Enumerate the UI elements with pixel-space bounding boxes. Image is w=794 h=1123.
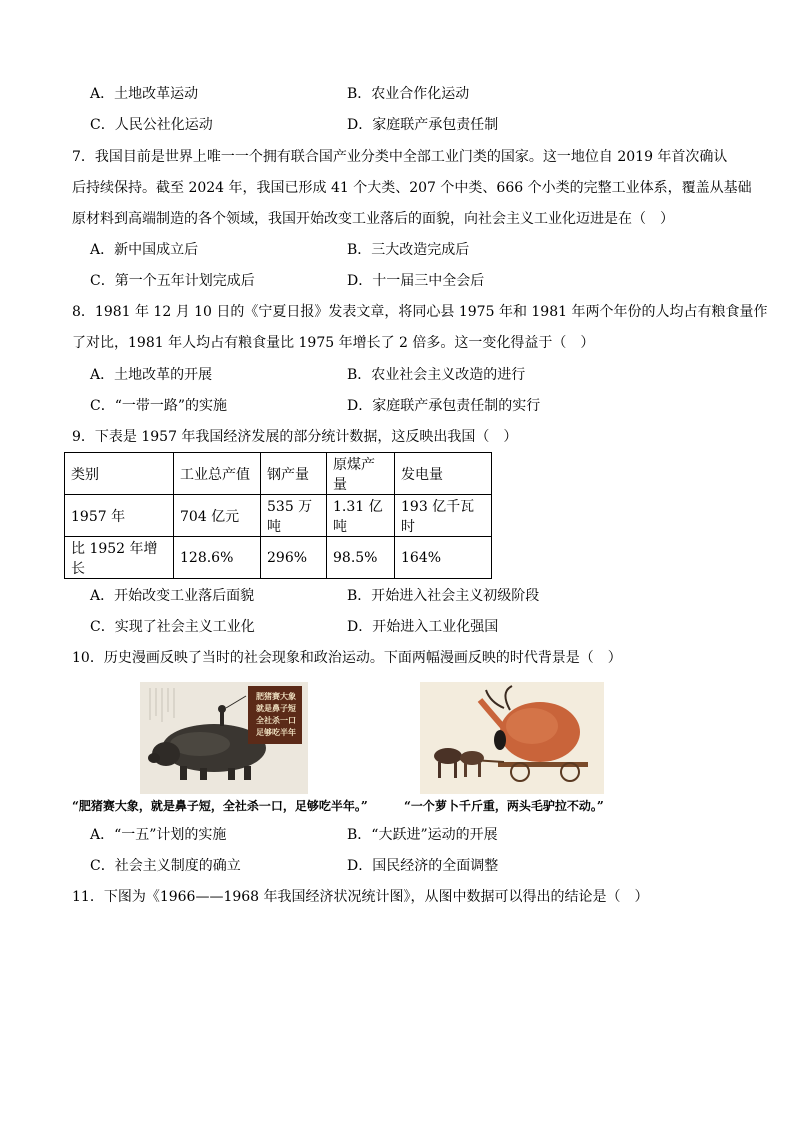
q8-stem-line1: 8．1981 年 12 月 10 日的《宁夏日报》发表文章，将同心县 1975 年和 1981 年两个年份的人均占有粮食量作 xyxy=(72,304,768,320)
table-cell: 193 亿千瓦时 xyxy=(395,495,492,537)
table-cell: 128.6% xyxy=(174,537,261,579)
q6-option-c[interactable]: C．人民公社化运动 xyxy=(90,117,213,133)
q7-option-c[interactable]: C．第一个五年计划完成后 xyxy=(90,273,255,289)
q10-option-c[interactable]: C．社会主义制度的确立 xyxy=(90,858,241,874)
table-cell: 98.5% xyxy=(327,537,395,579)
q9-statistics-table xyxy=(64,452,492,579)
cartoon-sign xyxy=(250,690,302,738)
cartoon-sign-line: 就是鼻子短 xyxy=(256,703,296,713)
table-cell: 比 1952 年增长 xyxy=(65,537,174,579)
q8-option-a[interactable]: A．土地改革的开展 xyxy=(90,367,213,383)
q7-stem-line1: 7．我国目前是世界上唯一一个拥有联合国产业分类中全部工业门类的国家。这一地位自 2019 年首次确认 xyxy=(72,149,728,165)
cartoon-sign-line: 肥猪赛大象 xyxy=(256,691,296,701)
q7-option-b[interactable]: B．三大改造完成后 xyxy=(347,242,470,258)
q8-stem-line2: 了对比，1981 年人均占有粮食量比 1975 年增长了 2 倍多。这一变化得益于（ ） xyxy=(72,335,595,351)
q7-option-a[interactable]: A．新中国成立后 xyxy=(90,242,199,258)
table-header-row xyxy=(65,453,492,495)
q10-option-a[interactable]: A．“一五”计划的实施 xyxy=(90,827,227,843)
q9-option-a[interactable]: A．开始改变工业落后面貌 xyxy=(90,588,255,604)
table-header-cell: 钢产量 xyxy=(261,453,327,495)
cartoon-fat-pig-image xyxy=(140,682,308,794)
table-cell: 164% xyxy=(395,537,492,579)
q10-option-d[interactable]: D．国民经济的全面调整 xyxy=(347,858,499,874)
table-cell: 535 万吨 xyxy=(261,495,327,537)
q6-option-b[interactable]: B．农业合作化运动 xyxy=(347,86,470,102)
table-row xyxy=(65,537,492,579)
table-cell: 1.31 亿吨 xyxy=(327,495,395,537)
q11-stem-line1: 11．下图为《1966——1968 年我国经济状况统计图》，从图中数据可以得出的结论是（ ） xyxy=(72,889,649,905)
table-row xyxy=(65,495,492,537)
q8-option-d[interactable]: D．家庭联产承包责任制的实行 xyxy=(347,398,541,414)
q9-stem-line1: 9．下表是 1957 年我国经济发展的部分统计数据，这反映出我国（ ） xyxy=(72,429,518,445)
table-header-cell: 发电量 xyxy=(395,453,492,495)
q7-stem-line3: 原材料到高端制造的各个领域，我国开始改变工业落后的面貌，向社会主义工业化迈进是在（ ） xyxy=(72,211,674,227)
q9-option-c[interactable]: C．实现了社会主义工业化 xyxy=(90,619,255,635)
q10-option-b[interactable]: B．“大跃进”运动的开展 xyxy=(347,827,498,843)
q6-option-a[interactable]: A．土地改革运动 xyxy=(90,86,199,102)
q10-stem-line1: 10．历史漫画反映了当时的社会现象和政治运动。下面两幅漫画反映的时代背景是（ ） xyxy=(72,650,622,666)
table-header-cell: 原煤产量 xyxy=(327,453,395,495)
cartoon-giant-radish-image xyxy=(420,682,604,794)
q7-stem-line2: 后持续保持。截至 2024 年，我国已形成 41 个大类、207 个中类、666 个小类的完整工业体系，覆盖从基础 xyxy=(72,180,752,196)
table-cell: 1957 年 xyxy=(65,495,174,537)
cartoon2-caption: “一个萝卜千斤重，两头毛驴拉不动。” xyxy=(404,799,604,813)
radish-cart-drawing xyxy=(420,682,604,794)
table-cell: 704 亿元 xyxy=(174,495,261,537)
cartoon-sign-line: 足够吃半年 xyxy=(256,727,296,737)
q9-option-d[interactable]: D．开始进入工业化强国 xyxy=(347,619,499,635)
table-header-cell: 工业总产值 xyxy=(174,453,261,495)
q9-option-b[interactable]: B．开始进入社会主义初级阶段 xyxy=(347,588,540,604)
cartoon1-caption: “肥猪赛大象，就是鼻子短，全社杀一口，足够吃半年。” xyxy=(72,799,368,813)
table-cell: 296% xyxy=(261,537,327,579)
table-header-cell: 类别 xyxy=(65,453,174,495)
q8-option-c[interactable]: C．“一带一路”的实施 xyxy=(90,398,228,414)
cartoon-sign-line: 全社杀一口 xyxy=(256,715,296,725)
q6-option-d[interactable]: D．家庭联产承包责任制 xyxy=(347,117,499,133)
q8-option-b[interactable]: B．农业社会主义改造的进行 xyxy=(347,367,526,383)
q7-option-d[interactable]: D．十一届三中全会后 xyxy=(347,273,485,289)
